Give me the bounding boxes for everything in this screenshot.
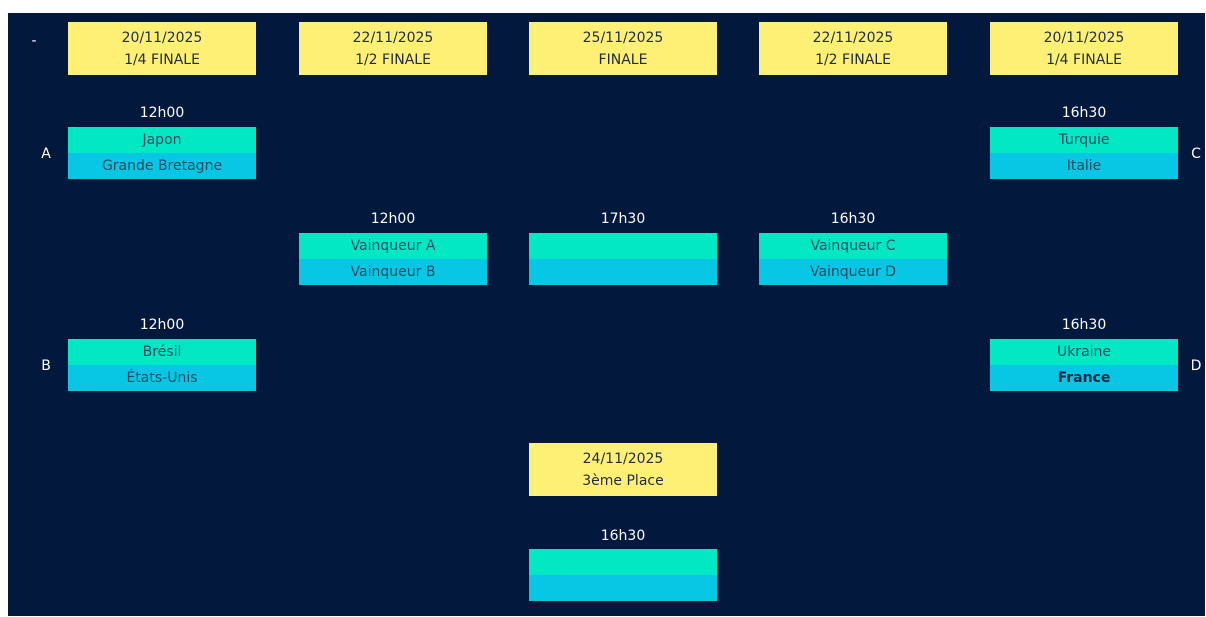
header-round: FINALE: [598, 52, 648, 68]
group-label-c: C: [1191, 146, 1201, 162]
team-slot-bottom[interactable]: Vainqueur D: [759, 259, 947, 285]
header-date: 25/11/2025: [582, 30, 664, 46]
team-slot-bottom-winner[interactable]: France: [990, 365, 1178, 391]
team-slot-top[interactable]: Turquie: [990, 127, 1178, 153]
header-round: 1/2 FINALE: [815, 52, 891, 68]
header-quarter-final-left: [68, 22, 256, 75]
third-place-slot-bottom[interactable]: [529, 575, 717, 601]
match-time: 16h30: [600, 528, 646, 544]
header-third-place: [529, 443, 717, 496]
team-slot-top[interactable]: Ukraine: [990, 339, 1178, 365]
header-round: 1/4 FINALE: [124, 52, 200, 68]
final-slot-top[interactable]: [529, 233, 717, 259]
header-date: 20/11/2025: [1043, 30, 1125, 46]
team-slot-bottom[interactable]: Vainqueur B: [299, 259, 487, 285]
header-quarter-final-right: [990, 22, 1178, 75]
team-slot-top[interactable]: Brésil: [68, 339, 256, 365]
bracket-board: [8, 13, 1205, 616]
team-slot-top[interactable]: Vainqueur A: [299, 233, 487, 259]
team-slot-bottom[interactable]: Italie: [990, 153, 1178, 179]
header-final: [529, 22, 717, 75]
team-slot-bottom[interactable]: États-Unis: [68, 365, 256, 391]
match-time: 16h30: [1061, 317, 1107, 333]
team-slot-bottom[interactable]: Grande Bretagne: [68, 153, 256, 179]
corner-mark: -: [31, 33, 37, 49]
header-date: 22/11/2025: [352, 30, 434, 46]
header-round: 3ème Place: [582, 473, 664, 489]
group-label-d: D: [1190, 358, 1202, 374]
match-time: 16h30: [830, 211, 876, 227]
header-round: 1/2 FINALE: [355, 52, 431, 68]
group-label-a: A: [41, 146, 51, 162]
match-time: 16h30: [1061, 105, 1107, 121]
group-label-b: B: [41, 358, 51, 374]
header-date: 22/11/2025: [812, 30, 894, 46]
header-semi-final-right: [759, 22, 947, 75]
match-time: 12h00: [139, 317, 185, 333]
match-time: 17h30: [600, 211, 646, 227]
match-time: 12h00: [370, 211, 416, 227]
final-slot-bottom[interactable]: [529, 259, 717, 285]
header-semi-final-left: [299, 22, 487, 75]
header-date: 24/11/2025: [582, 451, 664, 467]
match-time: 12h00: [139, 105, 185, 121]
header-round: 1/4 FINALE: [1046, 52, 1122, 68]
team-slot-top[interactable]: Vainqueur C: [759, 233, 947, 259]
team-slot-top[interactable]: Japon: [68, 127, 256, 153]
header-date: 20/11/2025: [121, 30, 203, 46]
third-place-slot-top[interactable]: [529, 549, 717, 575]
